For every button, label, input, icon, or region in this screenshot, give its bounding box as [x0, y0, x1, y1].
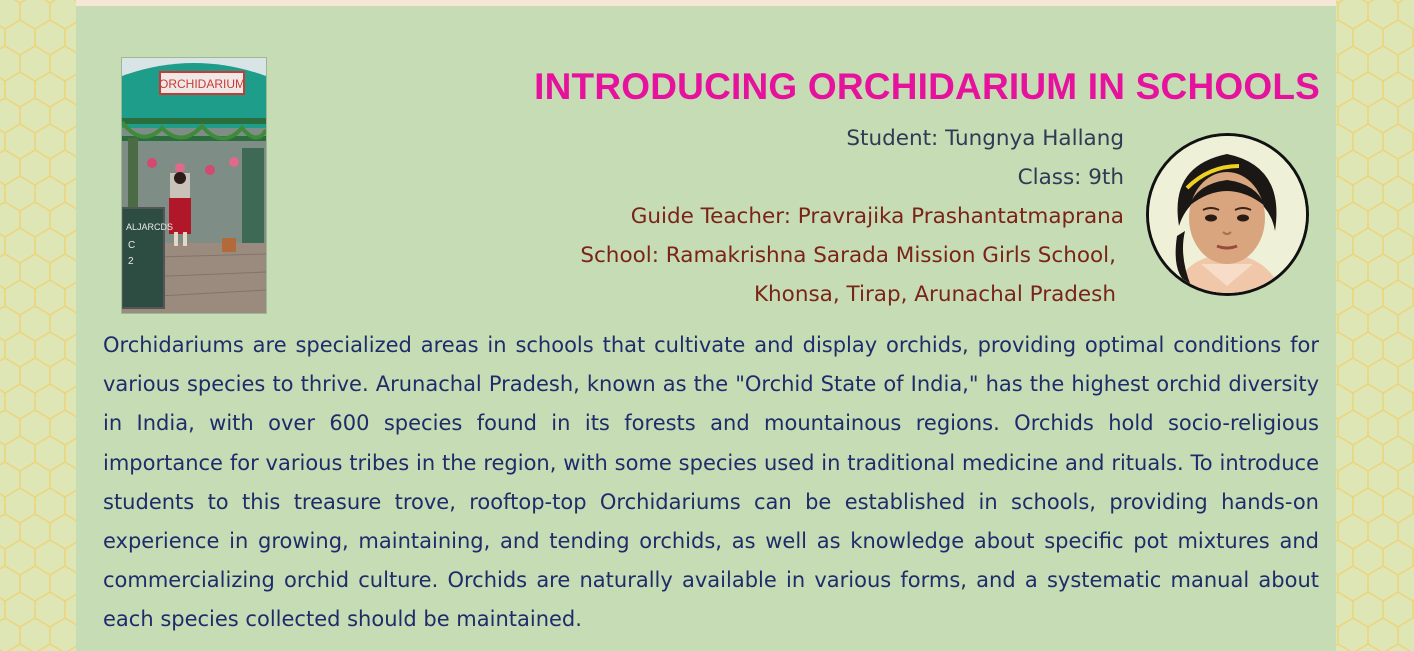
orchidarium-photo [121, 57, 267, 314]
school-location: Khonsa, Tirap, Arunachal Pradesh [753, 282, 1116, 307]
poster-title: INTRODUCING ORCHIDARIUM IN SCHOOLS [534, 66, 1320, 107]
svg-text:ALJARCDS: ALJARCDS [126, 222, 174, 232]
student-class: Class: 9th [1017, 165, 1124, 190]
guide-teacher: Guide Teacher: Pravrajika Prashantatmaprana [630, 204, 1124, 229]
student-portrait [1146, 133, 1309, 296]
photo-sign-text: ORCHIDARIUM [159, 77, 245, 91]
body-paragraph: Orchidariums are specialized areas in schools that cultivate and display orchids, providing optimal conditions for various species to thrive. Arunachal Pradesh, known as the "Orchid State of India," has the highest orchid diversity in India, with over 600 species found in its forests and mountainous regions. Orchids hold socio-religious importance for various tribes in the region, with some species used in traditional medicine and rituals. To introduce students to this treasure trove, rooftop-top Orchidariums can be established in schools, providing hands-on experience in growing, maintaining, and tending orchids, as well as knowledge about specific pot mixtures and commercializing orchid culture. Orchids are naturally available in various forms, and a systematic manual about each species collected should be maintained. [103, 333, 1319, 632]
svg-text:C: C [128, 240, 136, 251]
student-name: Student: Tungnya Hallang [846, 126, 1124, 151]
school-name: School: Ramakrishna Sarada Mission Girls School, [580, 243, 1116, 268]
hex-pattern-right [1336, 0, 1414, 651]
top-strip [0, 0, 1414, 6]
svg-text:2: 2 [128, 256, 134, 267]
hex-pattern-left [0, 0, 76, 651]
